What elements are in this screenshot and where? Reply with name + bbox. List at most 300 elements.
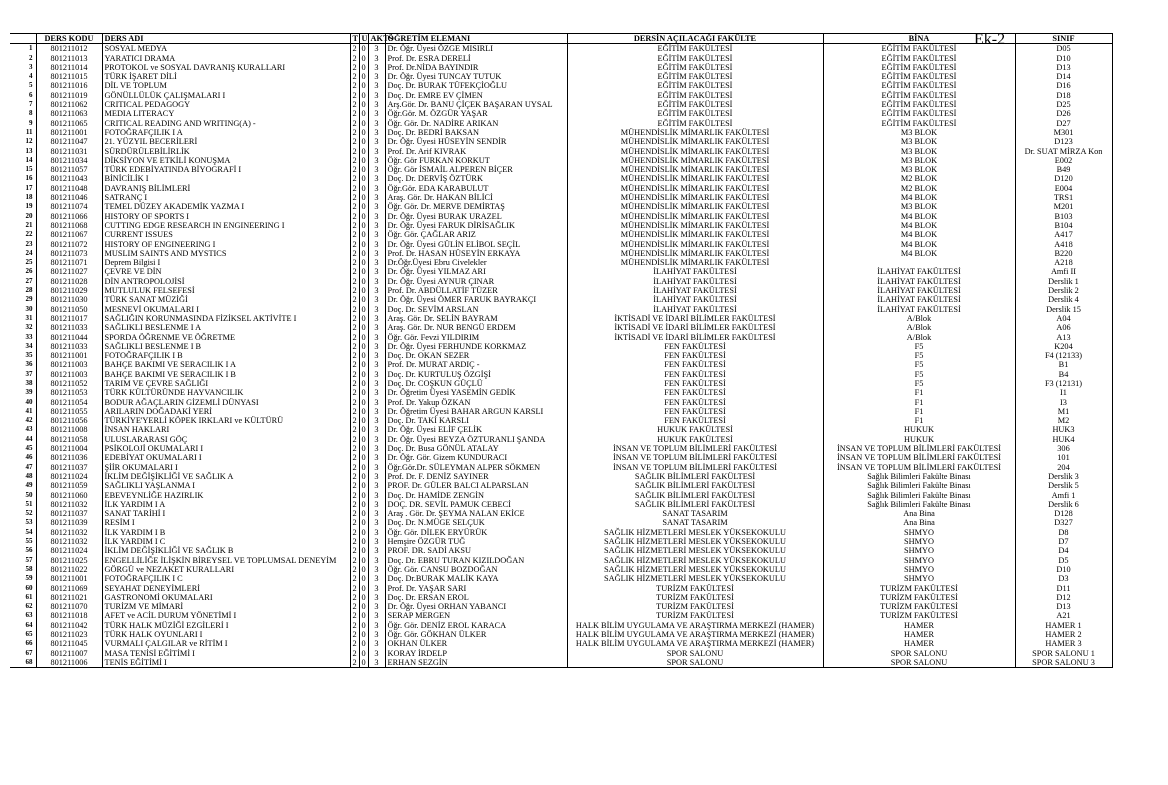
cell-faculty: MÜHENDİSLİK MİMARLIK FAKÜLTESİ (567, 128, 823, 137)
cell-faculty: İLAHİYAT FAKÜLTESİ (567, 305, 823, 314)
table-row (10, 295, 1112, 304)
cell-faculty: İKTİSADİ VE İDARİ BİLİMLER FAKÜLTESİ (567, 314, 823, 323)
cell-course-code: 801211043 (36, 174, 102, 183)
cell-row-number: 17 (25, 183, 33, 192)
cell-theory-hours: 2 (350, 537, 359, 546)
cell-building: EĞİTİM FAKÜLTESİ (823, 81, 1015, 90)
cell-course-name: DİKSİYON VE ETKİLİ KONUŞMA (102, 156, 350, 165)
cell-course-name: TEMEL DÜZEY AKADEMİK YAZMA I (102, 202, 350, 211)
cell-faculty: HUKUK FAKÜLTESİ (567, 435, 823, 444)
cell-practice-hours: 0 (359, 100, 368, 109)
cell-theory-hours: 2 (350, 72, 359, 81)
cell-building: M4 BLOK (823, 221, 1015, 230)
cell-instructor: Prof. Dr. ESRA DERELİ (385, 54, 567, 63)
cell-course-name: DAVRANIŞ BİLİMLERİ (102, 184, 350, 193)
cell-practice-hours: 0 (359, 258, 368, 267)
cell-faculty: MÜHENDİSLİK MİMARLIK FAKÜLTESİ (567, 230, 823, 239)
cell-course-name: FOTOĞRAFÇILIK I B (102, 351, 350, 360)
cell-row-number: 20 (25, 211, 33, 220)
cell-course-name: BİNİCİLİK I (102, 174, 350, 183)
cell-course-code: 801211001 (36, 128, 102, 137)
cell-course-name: MUTLULUK FELSEFESİ (102, 286, 350, 295)
cell-practice-hours: 0 (359, 481, 368, 490)
cell-row-number: 1 (29, 44, 33, 53)
cell-classroom: D123 (1015, 137, 1112, 146)
cell-course-code: 801211033 (36, 342, 102, 351)
cell-course-code: 801211054 (36, 398, 102, 407)
header-building: BİNA (823, 34, 1015, 44)
cell-instructor: Dr. Öğr. Üyesi ELİF ÇELİK (385, 425, 567, 434)
cell-course-code: 801211058 (36, 435, 102, 444)
cell-akts: 3 (368, 602, 385, 611)
cell-row-number: 8 (29, 109, 33, 118)
cell-building: F5 (823, 379, 1015, 388)
header-classroom: SINIF (1015, 34, 1112, 44)
cell-practice-hours: 0 (359, 658, 368, 668)
cell-row-number: 33 (25, 332, 33, 341)
cell-akts: 3 (368, 537, 385, 546)
cell-theory-hours: 2 (350, 593, 359, 602)
cell-building: M3 BLOK (823, 165, 1015, 174)
cell-course-code: 801211031 (36, 147, 102, 156)
cell-theory-hours: 2 (350, 193, 359, 202)
cell-row-number: 51 (25, 499, 33, 508)
cell-building: İNSAN VE TOPLUM BİLİMLERİ FAKÜLTESİ (823, 444, 1015, 453)
cell-faculty: EĞİTİM FAKÜLTESİ (567, 63, 823, 72)
cell-instructor: Öğr. Gör. CANSU BOZDOĞAN (385, 565, 567, 574)
cell-classroom: Derslik 5 (1015, 481, 1112, 490)
cell-faculty: EĞİTİM FAKÜLTESİ (567, 100, 823, 109)
cell-row-number: 36 (25, 360, 33, 369)
cell-row-number: 49 (25, 481, 33, 490)
cell-instructor: ERHAN SEZGİN (385, 658, 567, 668)
cell-theory-hours: 2 (350, 630, 359, 639)
cell-instructor: Doç. Dr. COŞKUN GÜÇLÜ (385, 379, 567, 388)
table-row (10, 481, 1112, 490)
table-row (10, 44, 1112, 54)
cell-instructor: Öğr. Gör. Fevzi YILDIRIM (385, 333, 567, 342)
cell-akts: 3 (368, 630, 385, 639)
cell-theory-hours: 2 (350, 212, 359, 221)
cell-akts: 3 (368, 370, 385, 379)
cell-practice-hours: 0 (359, 425, 368, 434)
cell-row-number: 9 (29, 118, 33, 127)
cell-practice-hours: 0 (359, 137, 368, 146)
cell-row-number: 5 (29, 81, 33, 90)
cell-instructor: Dr. Öğr. Üyesi FERHUNDE KORKMAZ (385, 342, 567, 351)
cell-row-number: 32 (25, 323, 33, 332)
cell-akts: 3 (368, 546, 385, 555)
cell-practice-hours: 0 (359, 546, 368, 555)
cell-row-number: 28 (25, 286, 33, 295)
cell-course-name: İNSAN HAKLARI (102, 425, 350, 434)
cell-instructor: Doç. Dr. TAKİ KARSLI (385, 416, 567, 425)
cell-row-number: 40 (25, 397, 33, 406)
cell-classroom: D11 (1015, 584, 1112, 593)
cell-classroom: D8 (1015, 528, 1112, 537)
cell-akts: 3 (368, 193, 385, 202)
cell-course-code: 801211033 (36, 323, 102, 332)
cell-akts: 3 (368, 621, 385, 630)
cell-classroom: D327 (1015, 518, 1112, 527)
cell-course-name: SAĞLIKLI BESLENME I B (102, 342, 350, 351)
cell-course-code: 801211068 (36, 221, 102, 230)
cell-instructor: Prof. Dr. YAŞAR SARI (385, 584, 567, 593)
cell-classroom: K204 (1015, 342, 1112, 351)
cell-classroom: TRS1 (1015, 193, 1112, 202)
cell-faculty: SAĞLIK HİZMETLERİ MESLEK YÜKSEKOKULU (567, 574, 823, 583)
cell-course-name: İLK YARDIM I C (102, 537, 350, 546)
cell-practice-hours: 0 (359, 174, 368, 183)
cell-faculty: HUKUK FAKÜLTESİ (567, 425, 823, 434)
cell-theory-hours: 2 (350, 472, 359, 481)
cell-classroom: HUK3 (1015, 425, 1112, 434)
cell-instructor: Prof. Dr. ABDÜLLATİF TÜZER (385, 286, 567, 295)
cell-theory-hours: 2 (350, 565, 359, 574)
cell-course-code: 801211006 (36, 658, 102, 668)
cell-classroom: D26 (1015, 109, 1112, 118)
cell-faculty: MÜHENDİSLİK MİMARLIK FAKÜLTESİ (567, 202, 823, 211)
cell-theory-hours: 2 (350, 611, 359, 620)
table-row (10, 528, 1112, 537)
cell-akts: 3 (368, 323, 385, 332)
cell-classroom: A418 (1015, 240, 1112, 249)
cell-akts: 3 (368, 611, 385, 620)
cell-faculty: MÜHENDİSLİK MİMARLIK FAKÜLTESİ (567, 137, 823, 146)
cell-practice-hours: 0 (359, 472, 368, 481)
cell-building: Sağlık Bilimleri Fakülte Binası (823, 491, 1015, 500)
cell-course-code: 801211063 (36, 109, 102, 118)
cell-akts: 3 (368, 649, 385, 658)
table-row (10, 333, 1112, 342)
cell-faculty: MÜHENDİSLİK MİMARLIK FAKÜLTESİ (567, 147, 823, 156)
cell-course-name: CRITICAL PEDAGOGY (102, 100, 350, 109)
cell-row-number: 41 (25, 406, 33, 415)
cell-faculty: SAĞLIK HİZMETLERİ MESLEK YÜKSEKOKULU (567, 565, 823, 574)
cell-akts: 3 (368, 91, 385, 100)
cell-faculty: FEN FAKÜLTESİ (567, 360, 823, 369)
cell-row-number: 68 (10, 658, 36, 668)
cell-faculty: EĞİTİM FAKÜLTESİ (567, 119, 823, 128)
cell-course-code: 801211028 (36, 277, 102, 286)
cell-classroom: D25 (1015, 100, 1112, 109)
cell-building: Sağlık Bilimleri Fakülte Binası (823, 500, 1015, 509)
cell-building: F5 (823, 360, 1015, 369)
cell-practice-hours: 0 (359, 584, 368, 593)
cell-theory-hours: 2 (350, 258, 359, 267)
cell-building: EĞİTİM FAKÜLTESİ (823, 54, 1015, 63)
cell-theory-hours: 2 (350, 360, 359, 369)
cell-building: F1 (823, 388, 1015, 397)
cell-course-name: PSİKOLOJİ OKUMALARI I (102, 444, 350, 453)
cell-row-number: 16 (25, 174, 33, 183)
cell-instructor: Öğr.Gör. M. ÖZGÜR YAŞAR (385, 109, 567, 118)
cell-course-code: 801211037 (36, 509, 102, 518)
cell-building: F1 (823, 416, 1015, 425)
cell-practice-hours: 0 (359, 333, 368, 342)
cell-row-number: 59 (25, 574, 33, 583)
cell-faculty: HALK BİLİM UYGULAMA VE ARAŞTIRMA MERKEZİ (HAMER) (567, 621, 823, 630)
cell-theory-hours: 2 (350, 509, 359, 518)
cell-row-number: 65 (25, 630, 33, 638)
cell-classroom: E002 (1015, 156, 1112, 165)
cell-building: EĞİTİM FAKÜLTESİ (823, 44, 1015, 54)
cell-instructor: Dr.Öğr.Üyesi Ebru Civelekler (385, 258, 567, 267)
cell-building: F5 (823, 351, 1015, 360)
cell-building: EĞİTİM FAKÜLTESİ (823, 91, 1015, 100)
cell-course-code: 801211027 (36, 267, 102, 276)
cell-theory-hours: 2 (350, 481, 359, 490)
table-row (10, 630, 1112, 639)
cell-building: TURİZM FAKÜLTESİ (823, 602, 1015, 611)
cell-classroom: B220 (1015, 249, 1112, 258)
cell-course-code: 801211065 (36, 119, 102, 128)
cell-practice-hours: 0 (359, 463, 368, 472)
cell-akts: 3 (368, 44, 385, 54)
cell-row-number: 56 (25, 546, 33, 555)
cell-building: EĞİTİM FAKÜLTESİ (823, 109, 1015, 118)
cell-building: HAMER (823, 621, 1015, 630)
table-row (10, 611, 1112, 620)
cell-theory-hours: 2 (350, 491, 359, 500)
cell-course-code: 801211015 (36, 72, 102, 81)
cell-classroom: D7 (1015, 537, 1112, 546)
cell-classroom: 204 (1015, 463, 1112, 472)
cell-course-name: YARATICI DRAMA (102, 54, 350, 63)
cell-course-name: HISTORY OF ENGINEERING I (102, 240, 350, 249)
table-row (10, 574, 1112, 583)
cell-akts: 3 (368, 230, 385, 239)
cell-practice-hours: 0 (359, 518, 368, 527)
cell-instructor: Öğr. Gör FURKAN KORKUT (385, 156, 567, 165)
cell-faculty: SANAT TASARIM (567, 509, 823, 518)
cell-practice-hours: 0 (359, 240, 368, 249)
cell-course-code: 801211014 (36, 63, 102, 72)
cell-classroom: D16 (1015, 81, 1112, 90)
cell-instructor: Doç. Dr. EBRU TURAN KIZILDOĞAN (385, 556, 567, 565)
cell-course-code: 801211069 (36, 584, 102, 593)
cell-course-name: TÜRK HALK OYUNLARI I (102, 630, 350, 639)
cell-theory-hours: 2 (350, 518, 359, 527)
cell-practice-hours: 0 (359, 221, 368, 230)
cell-akts: 3 (368, 463, 385, 472)
cell-akts: 3 (368, 500, 385, 509)
table-row (10, 128, 1112, 137)
cell-building: SPOR SALONU (823, 658, 1015, 668)
header-akts: AKTS (368, 34, 385, 44)
cell-practice-hours: 0 (359, 128, 368, 137)
cell-practice-hours: 0 (359, 342, 368, 351)
table-row (10, 453, 1112, 462)
table-row (10, 156, 1112, 165)
cell-building: TURİZM FAKÜLTESİ (823, 611, 1015, 620)
cell-building: SHMYO (823, 556, 1015, 565)
cell-course-code: 801211022 (36, 565, 102, 574)
cell-course-code: 801211037 (36, 463, 102, 472)
cell-theory-hours: 2 (350, 137, 359, 146)
cell-course-name: FOTOĞRAFÇILIK I A (102, 128, 350, 137)
cell-building: M2 BLOK (823, 184, 1015, 193)
table-row (10, 491, 1112, 500)
cell-theory-hours: 2 (350, 556, 359, 565)
cell-classroom: SPOR SALONU 1 (1015, 649, 1112, 658)
cell-course-name: CURRENT ISSUES (102, 230, 350, 239)
cell-building: İLAHİYAT FAKÜLTESİ (823, 267, 1015, 276)
cell-practice-hours: 0 (359, 314, 368, 323)
cell-faculty: SAĞLIK HİZMETLERİ MESLEK YÜKSEKOKULU (567, 556, 823, 565)
cell-practice-hours: 0 (359, 593, 368, 602)
table-row (10, 416, 1112, 425)
table-row (10, 91, 1112, 100)
cell-course-code: 801211016 (36, 81, 102, 90)
table-row (10, 305, 1112, 314)
cell-faculty: FEN FAKÜLTESİ (567, 407, 823, 416)
cell-practice-hours: 0 (359, 305, 368, 314)
cell-course-code: 801211072 (36, 240, 102, 249)
cell-faculty: SAĞLIK BİLİMLERİ FAKÜLTESİ (567, 472, 823, 481)
cell-building: Sağlık Bilimleri Fakülte Binası (823, 472, 1015, 481)
cell-theory-hours: 2 (350, 202, 359, 211)
cell-course-code: 801211047 (36, 137, 102, 146)
cell-instructor: Doç. Dr. HAMİDE ZENGİN (385, 491, 567, 500)
cell-theory-hours: 2 (350, 323, 359, 332)
cell-faculty: FEN FAKÜLTESİ (567, 416, 823, 425)
table-row (10, 119, 1112, 128)
cell-building: M4 BLOK (823, 193, 1015, 202)
cell-course-code: 801211050 (36, 305, 102, 314)
cell-akts: 3 (368, 128, 385, 137)
cell-course-code: 801211007 (36, 649, 102, 658)
cell-classroom: E004 (1015, 184, 1112, 193)
cell-faculty: SAĞLIK HİZMETLERİ MESLEK YÜKSEKOKULU (567, 537, 823, 546)
cell-instructor: Doç. Dr. N.MÜGE SELÇUK (385, 518, 567, 527)
cell-instructor: Dr. Öğr. Üyesi BEYZA ÖZTURANLI ŞANDA (385, 435, 567, 444)
cell-faculty: MÜHENDİSLİK MİMARLIK FAKÜLTESİ (567, 174, 823, 183)
cell-instructor: Dr. Öğr. Gör. Gizem KUNDURACI (385, 453, 567, 462)
table-row (10, 407, 1112, 416)
cell-course-code: 801211045 (36, 639, 102, 648)
cell-course-code: 801211004 (36, 444, 102, 453)
cell-theory-hours: 2 (350, 267, 359, 276)
cell-classroom: D12 (1015, 593, 1112, 602)
cell-akts: 3 (368, 342, 385, 351)
cell-theory-hours: 2 (350, 147, 359, 156)
cell-theory-hours: 2 (350, 416, 359, 425)
cell-classroom: B103 (1015, 212, 1112, 221)
cell-akts: 3 (368, 202, 385, 211)
cell-classroom: D3 (1015, 574, 1112, 583)
cell-course-name: SOSYAL MEDYA (102, 44, 350, 54)
cell-theory-hours: 2 (350, 370, 359, 379)
cell-building: TURİZM FAKÜLTESİ (823, 593, 1015, 602)
cell-instructor: Doç. Dr. ERSAN EROL (385, 593, 567, 602)
cell-practice-hours: 0 (359, 649, 368, 658)
table-row (10, 435, 1112, 444)
cell-course-name: MESNEVİ OKUMALARI I (102, 305, 350, 314)
cell-row-number: 19 (25, 202, 33, 211)
cell-instructor: Hemşire ÖZGÜR TUĞ (385, 537, 567, 546)
cell-practice-hours: 0 (359, 184, 368, 193)
cell-classroom: A218 (1015, 258, 1112, 267)
cell-akts: 3 (368, 528, 385, 537)
cell-akts: 3 (368, 351, 385, 360)
cell-akts: 3 (368, 584, 385, 593)
cell-instructor: Dr. Öğr. Üyesi YILMAZ ARI (385, 267, 567, 276)
table-row (10, 379, 1112, 388)
cell-building: M3 BLOK (823, 137, 1015, 146)
cell-building: Ana Bina (823, 518, 1015, 527)
cell-building: Ana Bina (823, 509, 1015, 518)
cell-instructor: Dr. Öğr. Üyesi FARUK DİRİSAĞLIK (385, 221, 567, 230)
cell-row-number: 34 (25, 341, 33, 350)
cell-classroom: B104 (1015, 221, 1112, 230)
cell-faculty: SANAT TASARIM (567, 518, 823, 527)
cell-row-number: 4 (29, 72, 33, 81)
cell-akts: 3 (368, 109, 385, 118)
cell-akts: 3 (368, 444, 385, 453)
cell-faculty: İNSAN VE TOPLUM BİLİMLERİ FAKÜLTESİ (567, 453, 823, 462)
table-row (10, 100, 1112, 109)
table-row (10, 249, 1112, 258)
cell-instructor: Doç. Dr.BURAK MALİK KAYA (385, 574, 567, 583)
cell-course-name: İLK YARDIM I B (102, 528, 350, 537)
cell-classroom: HAMER 2 (1015, 630, 1112, 639)
cell-instructor: Öğr.Gör. EDA KARABULUT (385, 184, 567, 193)
cell-course-code: 801211053 (36, 388, 102, 397)
cell-akts: 3 (368, 147, 385, 156)
table-row (10, 147, 1112, 156)
table-row (10, 314, 1112, 323)
cell-faculty: SAĞLIK BİLİMLERİ FAKÜLTESİ (567, 481, 823, 490)
cell-faculty: MÜHENDİSLİK MİMARLIK FAKÜLTESİ (567, 221, 823, 230)
cell-instructor: Doç. Dr. BEDRİ BAKSAN (385, 128, 567, 137)
cell-theory-hours: 2 (350, 295, 359, 304)
cell-theory-hours: 2 (350, 546, 359, 555)
cell-building: SPOR SALONU (823, 649, 1015, 658)
cell-faculty: SAĞLIK BİLİMLERİ FAKÜLTESİ (567, 500, 823, 509)
cell-practice-hours: 0 (359, 370, 368, 379)
cell-row-number: 15 (25, 165, 33, 174)
cell-practice-hours: 0 (359, 44, 368, 54)
cell-course-name: GÖNÜLLÜLÜK ÇALIŞMALARI I (102, 91, 350, 100)
cell-building: A/Blok (823, 323, 1015, 332)
cell-theory-hours: 2 (350, 602, 359, 611)
cell-akts: 3 (368, 416, 385, 425)
cell-course-name: MUSLIM SAINTS AND MYSTICS (102, 249, 350, 258)
cell-instructor: Dr. Öğr. Üyesi ORHAN YABANCI (385, 602, 567, 611)
cell-practice-hours: 0 (359, 212, 368, 221)
cell-akts: 3 (368, 425, 385, 434)
cell-classroom: D5 (1015, 556, 1112, 565)
cell-row-number: 64 (25, 620, 33, 629)
cell-faculty: FEN FAKÜLTESİ (567, 379, 823, 388)
cell-faculty: HALK BİLİM UYGULAMA VE ARAŞTIRMA MERKEZİ (HAMER) (567, 639, 823, 648)
table-row (10, 500, 1112, 509)
table-row (10, 230, 1112, 239)
table-row (10, 360, 1112, 369)
cell-theory-hours: 2 (350, 184, 359, 193)
cell-theory-hours: 2 (350, 425, 359, 434)
cell-row-number: 62 (25, 602, 33, 611)
cell-theory-hours: 2 (350, 165, 359, 174)
cell-theory-hours: 2 (350, 63, 359, 72)
cell-practice-hours: 0 (359, 602, 368, 611)
cell-theory-hours: 2 (350, 584, 359, 593)
table-row (10, 212, 1112, 221)
cell-faculty: MÜHENDİSLİK MİMARLIK FAKÜLTESİ (567, 212, 823, 221)
cell-course-code: 801211036 (36, 453, 102, 462)
cell-course-name: ENGELLİLİĞE İLİŞKİN BİREYSEL VE TOPLUMSAL DENEYİM (102, 556, 350, 565)
